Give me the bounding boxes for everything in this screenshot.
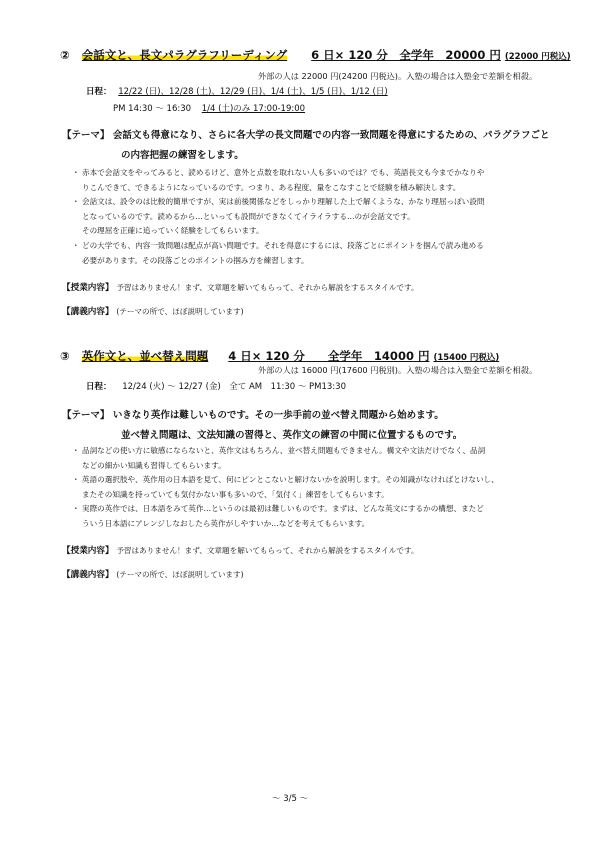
- section-2-theme: [62, 127, 549, 141]
- bullet-line: ・ 会話文は、設令のは比較的簡単ですが、実は前後関係などをしっかり理解した上で解くような、かなり理屈っぽい設問: [82, 197, 485, 207]
- bullet-line: ・ 実際の英作では、日本語をみて英作…というのは最初は難しいものです。まずは、どんな英文にするかの構想、またど: [82, 504, 484, 514]
- section-3-lecture-label: 【講義内容】: [62, 570, 114, 580]
- section-3-theme-line1: いきなり英作は難しいものです。その一歩手前の並べ替え問題から始めます。: [112, 410, 444, 421]
- bullet-line: などの細かい知識も習得してもらいます。: [82, 460, 226, 470]
- section-3-lesson: [62, 544, 419, 556]
- section-2-number: ②: [60, 48, 70, 62]
- bullet-line: 必要があります。その段落ごとのポイントの掴み方を練習します。: [82, 255, 309, 265]
- section-2-lesson: [62, 281, 419, 293]
- section-2-title-tax: (22000 円税込): [504, 52, 571, 62]
- section-2-lecture-text: (テーマの所で、ほぼ説明しています): [116, 307, 244, 316]
- page-number: ～ 3/5 ～: [272, 794, 309, 804]
- section-2-bullet-1: [74, 166, 554, 195]
- section-2-schedule-time: PM 14:30 ～ 16:30: [113, 104, 192, 114]
- section-3-schedule-row: [86, 380, 346, 392]
- section-2-bullets: [74, 166, 554, 268]
- bullet-line: ・ 赤本で会話文をやってみると、読めるけど、意外と点数を取れない人も多いのでは？でも、英語長文も今までかなりや: [82, 168, 485, 177]
- section-2-title-main: 会話文と、長文パラグラフリーディング: [81, 48, 288, 62]
- section-2-title: [60, 47, 571, 63]
- bullet-line: となっているのです。読めるから…といっても設問ができなくてイライラする…のが会話文です。: [82, 211, 415, 221]
- section-2-bullet-2: [74, 195, 554, 239]
- section-3-schedule-dates: 12/24 (火) ～ 12/27 (金) 全て AM 11:30 ～ PM13:30: [122, 382, 346, 392]
- bullet-line: ういう日本語にアレンジしなおしたら英作がしやすいか…などを考えてもらいます。: [82, 518, 370, 528]
- section-2-lesson-label: 【授業内容】: [62, 283, 114, 293]
- section-2-lecture-label: 【講義内容】: [62, 307, 114, 317]
- bullet-line: ・ どの大学でも、内容一致問題は配点が高い問題です。それを得意にするには、段落ごとにポイントを掴んで読み進める: [82, 240, 484, 250]
- section-3-bullet-1: [74, 444, 554, 473]
- section-2-schedule-dates: 12/22 (日)、12/28 (土)、12/29 (日)、1/4 (土)、1/5 (日)、1/12 (日): [118, 87, 388, 97]
- section-3-bullet-2: [74, 473, 554, 502]
- section-3-theme-label: 【テーマ】: [62, 410, 110, 421]
- section-2-title-meta: 6 日× 120 分 全学年 20000 円: [311, 48, 501, 62]
- section-2-schedule-dates-row: [86, 85, 388, 97]
- section-3-number: ③: [60, 349, 70, 363]
- section-2-theme-line2: の内容把握の練習をします。: [121, 150, 244, 161]
- section-2-outside-note: 外部の人は 22000 円(24200 円税込)。入塾の場合は入塾金で差額を相殺。: [258, 71, 538, 81]
- section-3-title-tax: (15400 円税込): [433, 353, 500, 363]
- section-3-title-main: 英作文と、並べ替え問題: [81, 349, 209, 363]
- section-2-schedule-time-row: [113, 102, 305, 114]
- section-3-theme: [62, 407, 444, 421]
- section-3-lecture-text: (テーマの所で、ほぼ説明しています): [116, 570, 244, 579]
- section-2-lesson-text: 予習はありません！まず、文章題を解いてもらって、それから解説をするスタイルです。: [116, 283, 419, 292]
- section-2-lecture: [62, 305, 244, 317]
- section-3-title-meta: 4 日× 120 分 全学年 14000 円: [228, 349, 430, 363]
- bullet-line: ・ 英語の選択肢や、英作用の日本語を見て、何にピンとこないと解けないかを説明します。その知識がなければとけないし、: [82, 475, 499, 485]
- section-3-bullet-3: [74, 502, 554, 531]
- section-2-schedule-label: 日程：: [86, 87, 112, 97]
- section-3-schedule-label: 日程：: [86, 382, 112, 392]
- section-3-lesson-text: 予習はありません！まず、文章題を解いてもらって、それから解説をするスタイルです。: [116, 546, 419, 555]
- bullet-line: その理屈を正確に追っていく経験をしてもらいます。: [82, 226, 264, 236]
- section-3-title: [60, 348, 499, 364]
- section-3-bullets: [74, 444, 554, 532]
- section-2-theme-label: 【テーマ】: [62, 130, 110, 141]
- section-3-theme-line2: 並べ替え問題は、文法知識の習得と、英作文の練習の中間に位置するものです。: [121, 430, 463, 441]
- section-3-lesson-label: 【授業内容】: [62, 546, 114, 556]
- section-2-theme-line1: 会話文も得意になり、さらに各大学の長文問題での内容一致問題を得意にするための、パラグラフごと: [112, 130, 550, 141]
- section-2-schedule-exception: 1/4 (土)のみ 17:00-19:00: [201, 104, 306, 114]
- section-2-bullet-3: [74, 239, 554, 268]
- bullet-line: ・ 品詞などの使い方に敏感にならないと、英作文はもちろん、並べ替え問題もできません。構文や文法だけでなく、品詞: [82, 446, 486, 455]
- section-3-outside-note: 外部の人は 16000 円(17600 円税別)。入塾の場合は入塾金で差額を相殺。: [258, 365, 538, 375]
- bullet-line: りこんできて、できるようになっているのです。つまり、ある程度、量をこなすことで経験を積み解決します。: [82, 182, 461, 192]
- bullet-line: またその知識を持っていても気付かない事も多いので、「気付く」練習をしてもらいます。: [82, 489, 389, 499]
- section-3-lecture: [62, 568, 244, 580]
